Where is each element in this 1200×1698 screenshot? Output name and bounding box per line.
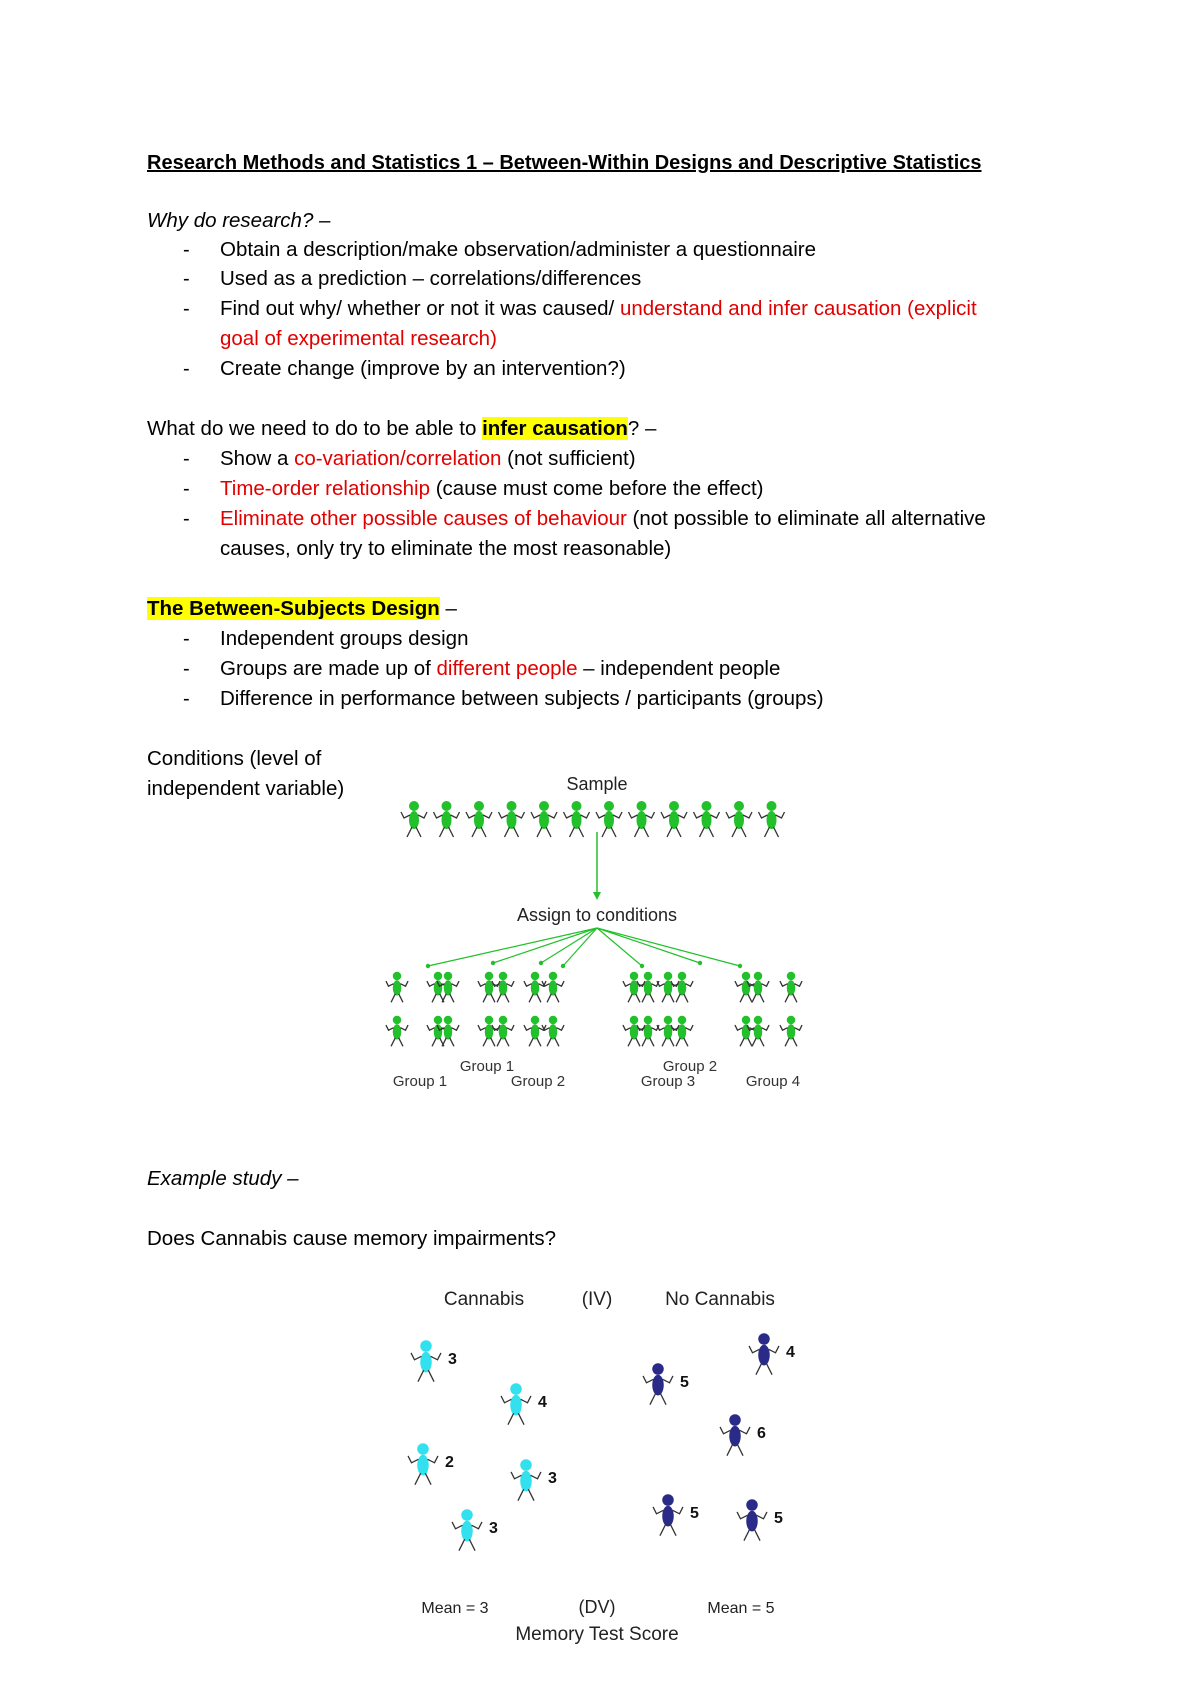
highlight-between-subjects: The Between-Subjects Design: [147, 597, 440, 620]
highlight-infer-causation: infer causation: [482, 417, 628, 440]
bullet-text: Obtain a description/make observation/administer a questionnaire: [220, 238, 816, 261]
bullet-text-part: (not sufficient): [501, 447, 636, 470]
cannabis-participant-figure: [452, 1509, 482, 1550]
no-cannabis-score: 5: [690, 1505, 699, 1522]
research-question: Does Cannabis cause memory impairments?: [147, 1227, 557, 1250]
cannabis-label: Cannabis: [443, 1289, 525, 1310]
bullet-dash: -: [183, 478, 190, 500]
cannabis-score: 2: [445, 1454, 454, 1471]
group-label-lower: Group 4: [745, 1073, 801, 1090]
bullet-dash: -: [183, 688, 190, 710]
cannabis-participant-figure: [411, 1340, 441, 1381]
group-label-lower: Group 1: [392, 1073, 448, 1090]
bullet-dash: -: [183, 298, 190, 320]
document-title: Research Methods and Statistics 1 – Between-Within Designs and Descriptive Statistics: [147, 152, 982, 174]
group-label-lower: Group 2: [510, 1073, 566, 1090]
bullet-dash: -: [183, 658, 190, 680]
emphasis-red: co-variation/correlation: [294, 447, 502, 470]
no-cannabis-participant-figure: [653, 1494, 683, 1535]
bullet-text: Create change (improve by an intervention?): [220, 357, 626, 380]
no-cannabis-participant-figure: [749, 1333, 779, 1374]
cannabis-score: 3: [448, 1351, 457, 1368]
bullet-text: Independent groups design: [220, 627, 469, 650]
no-cannabis-score: 6: [757, 1425, 766, 1442]
heading-part: ? –: [627, 417, 657, 440]
cannabis-participant-figure: [501, 1383, 531, 1424]
group-label-upper: Group 1: [459, 1058, 515, 1075]
heading-part: –: [439, 597, 457, 620]
bullet-text-part: – independent people: [577, 657, 781, 680]
bullet-text-part: Find out why/ whether or not it was caused/: [220, 297, 620, 320]
bullet-dash: -: [183, 628, 190, 650]
bullet-text: Used as a prediction – correlations/differences: [220, 267, 642, 290]
mean-cannabis-label: Mean = 3: [421, 1600, 489, 1617]
conditions-label: independent variable): [147, 777, 345, 800]
dv-label: (DV): [578, 1597, 616, 1617]
no-cannabis-participant-figure: [737, 1499, 767, 1540]
cannabis-score: 3: [489, 1520, 498, 1537]
example-study-heading: Example study –: [147, 1167, 299, 1190]
sample-label: Sample: [566, 774, 628, 794]
bullet-text-part: (not possible to eliminate all alternative: [626, 507, 986, 530]
bullet-text-part: Show a: [220, 447, 295, 470]
bullet-text: Difference in performance between subjects / participants (groups): [220, 687, 824, 710]
iv-label: (IV): [581, 1289, 613, 1310]
emphasis-red: understand and infer causation (explicit: [619, 297, 977, 320]
bullet-dash: -: [183, 358, 190, 380]
emphasis-red: Time-order relationship: [220, 477, 431, 500]
no-cannabis-score: 5: [774, 1510, 783, 1527]
no-cannabis-score: 4: [786, 1344, 795, 1361]
bullet-dash: -: [183, 239, 190, 261]
group-label-upper: Group 2: [662, 1058, 718, 1075]
assign-label: Assign to conditions: [516, 905, 678, 925]
heading-part: What do we need to do to be able to: [147, 417, 483, 440]
no-cannabis-label: No Cannabis: [665, 1289, 775, 1310]
mean-no-cannabis-label: Mean = 5: [707, 1600, 775, 1617]
group-label-lower: Group 3: [640, 1073, 696, 1090]
emphasis-red: Eliminate other possible causes of behaviour: [220, 507, 627, 530]
cannabis-participant-figure: [511, 1459, 541, 1500]
emphasis-red: different people: [436, 657, 578, 680]
memory-test-score-label: Memory Test Score: [515, 1624, 679, 1645]
section-heading-why-research: Why do research? –: [147, 209, 331, 232]
bullet-text-part: (cause must come before the effect): [430, 477, 764, 500]
cannabis-score: 3: [548, 1470, 557, 1487]
cannabis-score: 4: [538, 1394, 547, 1411]
cannabis-participant-figure: [408, 1443, 438, 1484]
no-cannabis-score: 5: [680, 1374, 689, 1391]
no-cannabis-participant-figure: [720, 1414, 750, 1455]
emphasis-red: goal of experimental research): [220, 327, 497, 350]
bullet-text-continuation: causes, only try to eliminate the most reasonable): [220, 537, 672, 560]
bullet-text-part: Groups are made up of: [220, 657, 437, 680]
conditions-label: Conditions (level of: [147, 747, 322, 770]
bullet-dash: -: [183, 268, 190, 290]
no-cannabis-participant-figure: [643, 1363, 673, 1404]
bullet-dash: -: [183, 448, 190, 470]
bullet-dash: -: [183, 508, 190, 530]
